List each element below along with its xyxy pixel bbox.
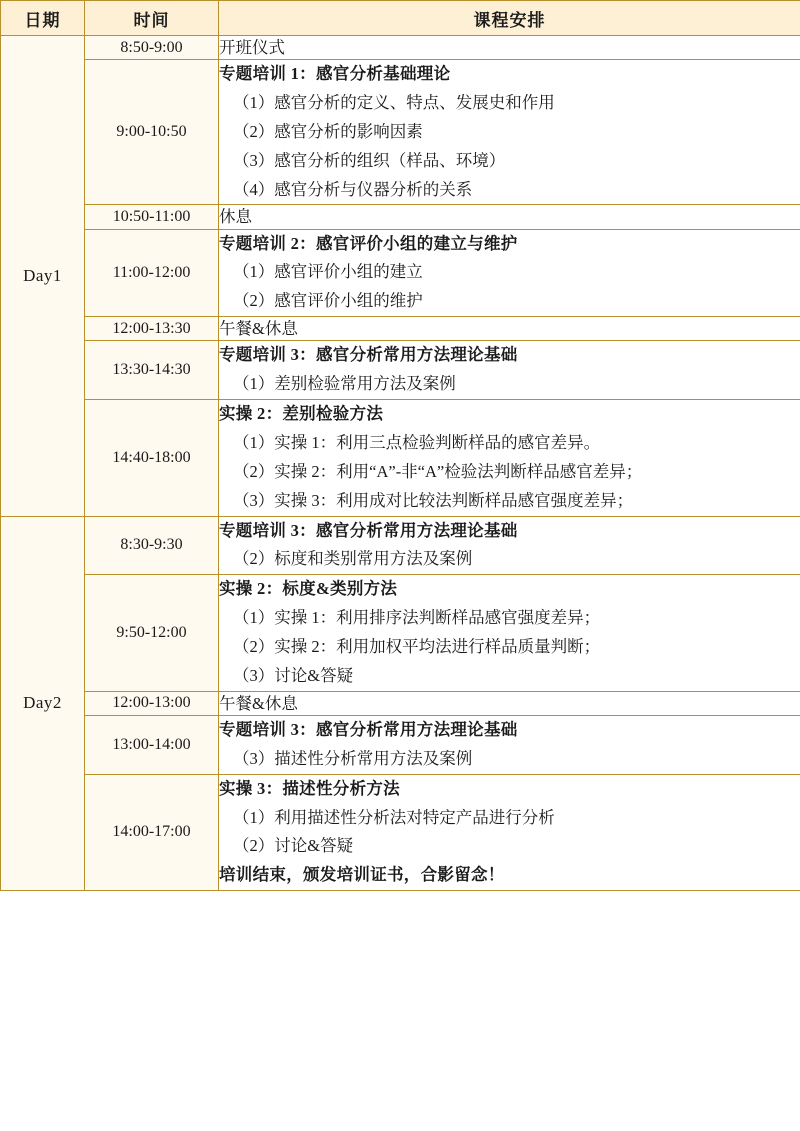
course-content-cell [219,36,800,60]
course-detail-line: （2）实操 2：利用“A”-非“A”检验法判断样品感官差异； [233,461,643,481]
course-detail-line: （2）标度和类别常用方法及案例 [233,549,473,569]
course-detail-line: （2）实操 2：利用加权平均法进行样品质量判断； [233,637,601,657]
course-detail-line: （1）差别检验常用方法及案例 [233,374,456,394]
course-title-line: 专题培训 3：感官分析常用方法理论基础 [219,345,518,365]
table-row [1,715,800,774]
course-detail-line: （1）利用描述性分析法对特定产品进行分析 [233,807,555,827]
course-detail-line: 午餐&休息 [219,319,298,339]
day-label-cell: Day2 [1,516,85,891]
course-content-cell [219,691,800,715]
course-title-line: 专题培训 3：感官分析常用方法理论基础 [219,719,518,739]
time-cell: 13:00-14:00 [85,715,219,774]
course-content-cell [219,229,800,317]
column-header-time: 时间 [85,1,219,36]
time-cell: 8:30-9:30 [85,516,219,575]
course-content-cell [219,205,800,229]
course-detail-line: （3）感官分析的组织（样品、环境） [233,150,506,170]
table-row [1,400,800,517]
course-content-cell [219,400,800,517]
column-header-date: 日期 [1,1,85,36]
table-row [1,205,800,229]
course-title-line: 实操 2：差别检验方法 [219,404,384,424]
course-detail-line: （3）讨论&答疑 [233,665,354,685]
course-detail-line: （4）感官分析与仪器分析的关系 [233,179,473,199]
course-content-cell [219,317,800,341]
course-detail-line: （2）讨论&答疑 [233,836,354,856]
time-cell: 11:00-12:00 [85,229,219,317]
time-cell: 13:30-14:30 [85,341,219,400]
course-content-cell [219,715,800,774]
course-title-line: 实操 3：描述性分析方法 [219,778,400,798]
time-cell: 9:50-12:00 [85,575,219,692]
course-content-cell [219,516,800,575]
course-detail-line: （2）感官评价小组的维护 [233,291,423,311]
table-row [1,60,800,205]
course-content-cell [219,774,800,891]
course-detail-line: （1）感官评价小组的建立 [233,262,423,282]
time-cell: 12:00-13:00 [85,691,219,715]
course-detail-line: （3）实操 3：利用成对比较法判断样品感官强度差异； [233,490,634,510]
course-detail-line: （3）描述性分析常用方法及案例 [233,748,473,768]
table-row [1,516,800,575]
course-title-line: 专题培训 3：感官分析常用方法理论基础 [219,520,518,540]
column-header-course: 课程安排 [219,1,800,36]
course-content-cell [219,60,800,205]
course-detail-line: （1）实操 1：利用三点检验判断样品的感官差异。 [233,432,601,452]
time-cell: 14:00-17:00 [85,774,219,891]
course-title-line: 专题培训 2：感官评价小组的建立与维护 [219,233,518,253]
table-row [1,341,800,400]
time-cell: 14:40-18:00 [85,400,219,517]
course-detail-line: （1）感官分析的定义、特点、发展史和作用 [233,92,555,112]
course-detail-line: （1）实操 1：利用排序法判断样品感官强度差异； [233,608,601,628]
course-detail-line: 休息 [219,207,252,227]
table-row [1,317,800,341]
course-detail-line: 午餐&休息 [219,693,298,713]
table-header-row [1,1,800,36]
day-label-cell: Day1 [1,36,85,517]
course-detail-line: （2）感官分析的影响因素 [233,121,423,141]
table-row [1,691,800,715]
time-cell: 8:50-9:00 [85,36,219,60]
course-detail-line: 开班仪式 [219,38,285,57]
table-body [1,36,800,891]
course-title-line: 实操 2：标度&类别方法 [219,579,398,599]
course-content-cell [219,575,800,692]
table-row [1,774,800,891]
time-cell: 9:00-10:50 [85,60,219,205]
course-title-line: 培训结束，颁发培训证书，合影留念！ [219,865,505,885]
table-row [1,229,800,317]
course-content-cell [219,341,800,400]
table-row [1,36,800,60]
time-cell: 12:00-13:30 [85,317,219,341]
table-header [1,1,800,36]
time-cell: 10:50-11:00 [85,205,219,229]
table-row [1,575,800,692]
course-title-line: 专题培训 1：感官分析基础理论 [219,64,451,84]
